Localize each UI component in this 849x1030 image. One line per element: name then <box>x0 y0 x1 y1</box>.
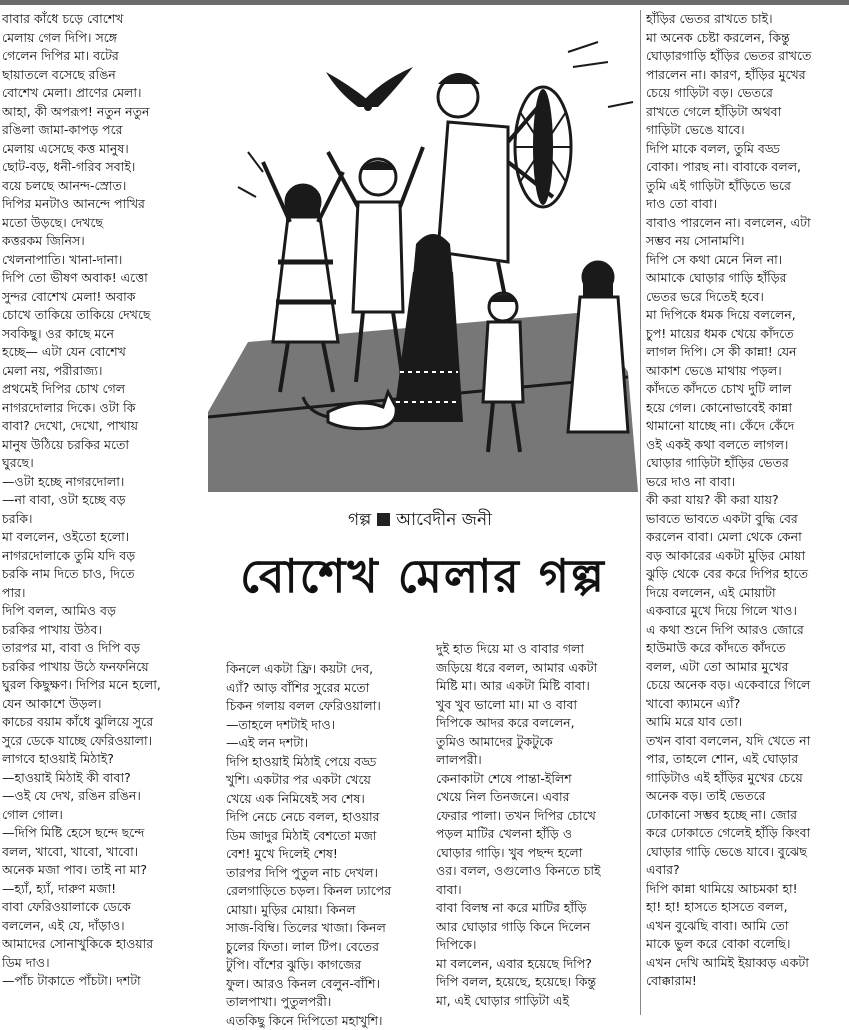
story-line: ভরে দাও না বাবা। <box>646 473 846 492</box>
story-line: সাজ-বিম্বি। তিলের খাজা। কিনল <box>226 919 426 938</box>
story-line: —পাঁচ টাকাতে পাঁচটা। দশটা <box>2 972 210 991</box>
story-line: করে ঢোকাতে গেলেই হাঁড়ি কিংবা <box>646 824 846 843</box>
story-line: ঝুড়ি থেকে বের করে দিপির হাতে <box>646 565 846 584</box>
story-line: এতকিছু কিনে দিপিতো মহাখুশি। <box>226 1012 426 1030</box>
story-line: ঘোড়ারগাড়ি হাঁড়ির ভেতর রাখতে <box>646 47 846 66</box>
story-line: মা দিপিকে ধমক দিয়ে বললেন, <box>646 306 846 325</box>
story-line: সুন্দর বোশেখ মেলা! অবাক <box>2 288 210 307</box>
story-line: এ্যাঁ? আড় বাঁশির সুরের মতো <box>226 679 426 698</box>
story-line: —ওই যে দেখ, রঙিন রঙিন। <box>2 787 210 806</box>
story-line: মা বললেন, এবার হয়েছে দিপি? <box>436 955 634 974</box>
story-line: এখন দেখি আমিই ইয়াব্বড় একটা <box>646 954 846 973</box>
story-line: গাড়িটা ভেঙে যাবে। <box>646 121 846 140</box>
story-line: তুমিও আমাদের টুকটুকে <box>436 733 634 752</box>
story-line: দিপি সে কথা মেনে নিল না। <box>646 251 846 270</box>
woman-in-sari-figure <box>393 234 463 422</box>
story-line: খাবো ক্যামনে এ্যাঁ? <box>646 695 846 714</box>
story-line: দিপিকে আদর করে বললেন, <box>436 714 634 733</box>
top-rule <box>0 0 849 5</box>
story-line: মেলায় এসেছে কত্ত মানুষ। <box>2 140 210 159</box>
story-line: মা বললেন, ওইতো হলো। <box>2 528 210 547</box>
story-line: ঘোড়ার গাড়ি ভেঙে যাবে। বুঝেছ <box>646 843 846 862</box>
story-line: পার, তাহলে শোন, এই ঘোড়ার <box>646 750 846 769</box>
black-square-icon <box>377 513 390 526</box>
story-line: গোল গোল। <box>2 806 210 825</box>
story-line: কাঁদতে কাঁদতে চোখ দুটি লাল <box>646 380 846 399</box>
story-line: রেলগাড়িতে চড়ল। কিনল ঢ্যাপের <box>226 882 426 901</box>
story-line: খুব খুব ভালো মা। মা ও বাবা <box>436 696 634 715</box>
story-line: মিষ্টি মা। আর একটা মিষ্টি বাবা। <box>436 677 634 696</box>
story-line: থামানো যাচ্ছে না। কেঁদে কেঁদে <box>646 417 846 436</box>
story-line: যেন আকাশে উড়ল। <box>2 695 210 714</box>
story-line: দিপি মাকে বলল, তুমি বড্ড <box>646 140 846 159</box>
story-line: অনেক মজা পাব। তাই না মা? <box>2 861 210 880</box>
story-line: —এই লন দশটা। <box>226 734 426 753</box>
story-line: রঙিলা জামা-কাপড় পরে <box>2 121 210 140</box>
fair-dancers-illustration <box>208 12 638 492</box>
story-line: ঘুরল কিছুক্ষণ। দিপির মনে হলো, <box>2 676 210 695</box>
story-line: ভেতর ভরে দিতেই হবে। <box>646 288 846 307</box>
byline-author: আবেদীন জনী <box>396 510 492 530</box>
story-line: বলল, এটা তো আমার মুখের <box>646 658 846 677</box>
story-column-2 <box>226 660 426 1030</box>
story-line: এবার? <box>646 861 846 880</box>
story-line: হচ্ছে— এটা যেন বোশেখ <box>2 343 210 362</box>
story-line: মা, এই ঘোড়ার গাড়িটা এই <box>436 992 634 1011</box>
story-line: খেলনাপাতি। খানা-দানা। <box>2 251 210 270</box>
story-line: দিপিকে। <box>436 936 634 955</box>
story-line: আহা, কী অপরূপ! নতুন নতুন <box>2 103 210 122</box>
story-line: সম্ভব নয় সোনামণি। <box>646 232 846 251</box>
story-line: অনেক বড়। তাই ভেতরে <box>646 787 846 806</box>
story-line: —হ্যাঁ, হ্যাঁ, দারুণ মজা! <box>2 880 210 899</box>
story-line: টুপি। বাঁশের ঝুড়ি। কাগজের <box>226 956 426 975</box>
story-line: তারপর দিপি পুতুল নাচ দেখল। <box>226 864 426 883</box>
story-line: আমাদের সোনাখুকিকে হাওয়ার <box>2 935 210 954</box>
story-line: —তাহলে দশটাই দাও। <box>226 716 426 735</box>
story-line: তখন বাবা বললেন, যদি খেতে না <box>646 732 846 751</box>
story-line: মেলা নয়, পরীরাজ্য। <box>2 362 210 381</box>
story-line: আমাকে ঘোড়ার গাড়ি হাঁড়ির <box>646 269 846 288</box>
story-line: পার। <box>2 584 210 603</box>
byline-genre: গল্প <box>348 510 371 530</box>
story-line: হাউমাউ করে কাঁদতে কাঁদতে <box>646 639 846 658</box>
story-line: ছোট-বড়, ধনী-গরিব সবাই। <box>2 158 210 177</box>
story-line: ফেরার পালা। তখন দিপির চোখে <box>436 807 634 826</box>
story-line: —না বাবা, ওটা হচ্ছে বড় <box>2 491 210 510</box>
story-line: জড়িয়ে ধরে বলল, আমার একটা <box>436 659 634 678</box>
story-line: কত্তরকম জিনিস। <box>2 232 210 251</box>
story-line: খেয়ে নিল তিনজনে। এবার <box>436 788 634 807</box>
story-line: ঘুরছে। <box>2 454 210 473</box>
story-line: আমি মরে যাব তো। <box>646 713 846 732</box>
story-line: চেয়ে গাড়িটা বড়। ভেতরে <box>646 84 846 103</box>
story-line: ফুল। আরও কিনল বেলুন-বাঁশি। <box>226 975 426 994</box>
story-column-4 <box>646 10 846 991</box>
story-line: প্রথমেই দিপির চোখ গেল <box>2 380 210 399</box>
story-line: ঢোকানো সম্ভব হচ্ছে না। জোর <box>646 806 846 825</box>
story-line: ছায়াতলে বসেছে রঙিন <box>2 66 210 85</box>
story-line: চুলের ফিতা। লাল টিপ। বেতের <box>226 938 426 957</box>
story-line: চরকির পাখায় উঠব। <box>2 621 210 640</box>
story-line: দিপির মনটাও আনন্দে পাখির <box>2 195 210 214</box>
story-line: ঘোড়ার গাড়িটা হাঁড়ির ভেতর <box>646 454 846 473</box>
story-line: মা অনেক চেষ্টা করলেন, কিন্তু <box>646 29 846 48</box>
bird-icon <box>326 67 413 111</box>
story-line: ভাবতে ভাবতে একটা বুদ্ধি বের <box>646 510 846 529</box>
story-line: পড়ল মাটির খেলনা হাঁড়ি ও <box>436 825 634 844</box>
story-line: কাচের বয়াম কাঁধে ঝুলিয়ে সুরে <box>2 713 210 732</box>
story-line: —ওটা হচ্ছে নাগরদোলা। <box>2 473 210 492</box>
story-line: পারলেন না। কারণ, হাঁড়ির মুখের <box>646 66 846 85</box>
story-line: দিয়ে বললেন, এই মোয়াটা <box>646 584 846 603</box>
story-line: বড় আকারের একটা মুড়ির মোয়া <box>646 547 846 566</box>
story-line: হা! হা! হাসতে হাসতে বলল, <box>646 898 846 917</box>
story-line: দিপি বলল, আমিও বড় <box>2 602 210 621</box>
story-line: হয়ে গেল। কোনোভাবেই কান্না <box>646 399 846 418</box>
story-byline <box>290 508 550 532</box>
story-line: এখন বুঝেছি বাবা। আমি তো <box>646 917 846 936</box>
story-line: দিপি নেচে নেচে বলল, হাওয়ার <box>226 808 426 827</box>
story-line: বয়ে চলছে আনন্দ-স্রোত। <box>2 177 210 196</box>
story-line: —দিপি মিষ্টি হেসে ছন্দে ছন্দে <box>2 824 210 843</box>
story-line: —হাওয়াই মিঠাই কী বাবা? <box>2 769 210 788</box>
story-line: চরকি নাম দিতে চাও, দিতে <box>2 565 210 584</box>
story-title: বোশেখ মেলার গল্প <box>208 546 638 606</box>
story-line: কেনাকাটা শেষে পান্তা-ইলিশ <box>436 770 634 789</box>
story-line: বাবা? দেখো, দেখো, পাখায় <box>2 417 210 436</box>
story-line: বাবা ফেরিওয়ালাকে ডেকে <box>2 898 210 917</box>
story-line: বাবা। <box>436 881 634 900</box>
story-line: বললেন, এই যে, দাঁড়াও। <box>2 917 210 936</box>
story-line: মানুষ উঠিয়ে চরকির মতো <box>2 436 210 455</box>
story-line: দিপি বলল, হয়েছে, হয়েছে। কিন্তু <box>436 973 634 992</box>
story-line: আর ঘোড়ার গাড়ি কিনে দিলেন <box>436 918 634 937</box>
story-line: বাবা বিলম্ব না করে মাটির হাঁড়ি <box>436 899 634 918</box>
story-line: চরকির পাখায় উঠে ফনফনিয়ে <box>2 658 210 677</box>
story-line: দিপি তো ভীষণ অবাক! এত্তো <box>2 269 210 288</box>
story-line: চরকি। <box>2 510 210 529</box>
story-line: এ কথা শুনে দিপি আরও জোরে <box>646 621 846 640</box>
story-line: তুমি এই গাড়িটা হাঁড়িতে ভরে <box>646 177 846 196</box>
story-line: ডিম দাও। <box>2 954 210 973</box>
story-line: বোশেখ মেলা। প্রাণের মেলা। <box>2 84 210 103</box>
story-line: লালপরী। <box>436 751 634 770</box>
story-line: কিনলে একটা ফ্রি। কয়টা দেব, <box>226 660 426 679</box>
story-column-3 <box>436 640 634 1010</box>
story-line: চোখে তাকিয়ে তাকিয়ে দেখছে <box>2 306 210 325</box>
story-line: দিপি কান্না থামিয়ে আচমকা হা! <box>646 880 846 899</box>
story-line: সবকিছু। ওর কাছে মনে <box>2 325 210 344</box>
story-line: হাঁড়ির ভেতর রাখতে চাই। <box>646 10 846 29</box>
story-line: দুই হাত দিয়ে মা ও বাবার গলা <box>436 640 634 659</box>
story-line: বাবার কাঁধে চড়ে বোশেখ <box>2 10 210 29</box>
story-line: ওর। বলল, ওগুলোও কিনতে চাই <box>436 862 634 881</box>
story-line: নাগরদোলাকে তুমি যদি বড় <box>2 547 210 566</box>
story-line: বাবাও পারলেন না। বললেন, এটা <box>646 214 846 233</box>
story-line: বেশ! মুখে দিলেই শেষ! <box>226 845 426 864</box>
story-line: লাগবে হাওয়াই মিঠাই? <box>2 750 210 769</box>
column-divider <box>640 10 641 1015</box>
story-line: একবারে মুখে দিয়ে গিলে খাও। <box>646 602 846 621</box>
story-column-1 <box>2 10 210 991</box>
woman-right-figure <box>568 261 628 432</box>
story-line: চিকন গলায় বলল ফেরিওয়ালা। <box>226 697 426 716</box>
story-line: ঘোড়ার গাড়ি। খুব পছন্দ হলো <box>436 844 634 863</box>
story-line: গেলেন দিপির মা। বটের <box>2 47 210 66</box>
story-line: খেয়ে এক নিমিষেই সব শেষ। <box>226 790 426 809</box>
story-line: ডিম জাদুর মিঠাই বেশতো মজা <box>226 827 426 846</box>
story-line: আকাশ ভেঙে মাথায় পড়ল। <box>646 362 846 381</box>
story-line: মাকে ভুল করে বোকা বলেছি। <box>646 935 846 954</box>
story-line: ওই একই কথা বলতে লাগল। <box>646 436 846 455</box>
story-line: রাখতে গেলে হাঁড়িটা অথবা <box>646 103 846 122</box>
story-line: তারপর মা, বাবা ও দিপি বড় <box>2 639 210 658</box>
story-line: লাগল দিপি। সে কী কান্না! যেন <box>646 343 846 362</box>
story-line: কী করা যায়? কী করা যায়? <box>646 491 846 510</box>
story-line: খুশি। একটার পর একটা খেয়ে <box>226 771 426 790</box>
story-line: চুপ! মায়ের ধমক খেয়ে কাঁদতে <box>646 325 846 344</box>
story-line: মোয়া। মুড়ির মোয়া। কিনল <box>226 901 426 920</box>
story-line: দাও তো বাবা। <box>646 195 846 214</box>
story-line: বলল, খাবো, খাবো, খাবো। <box>2 843 210 862</box>
story-line: বোকা। পারছ না। বাবাকে বলল, <box>646 158 846 177</box>
story-line: তালপাখা। পুতুলপরী। <box>226 993 426 1012</box>
story-line: মতো উড়ছে। দেখছে <box>2 214 210 233</box>
story-line: দিপি হাওয়াই মিঠাই পেয়ে বড্ড <box>226 753 426 772</box>
story-line: চেয়ে অনেক বড়। একেবারে গিলে <box>646 676 846 695</box>
story-line: করলেন বাবা। মেলা থেকে কেনা <box>646 528 846 547</box>
story-line: মেলায় গেল দিপি। সঙ্গে <box>2 29 210 48</box>
story-line: নাগরদোলার দিকে। ওটা কি <box>2 399 210 418</box>
story-line: গাড়িটাও এই হাঁড়ির মুখের চেয়ে <box>646 769 846 788</box>
story-line: সুরে ডেকে যাচ্ছে ফেরিওয়ালা। <box>2 732 210 751</box>
story-line: বোক্কারাম! <box>646 972 846 991</box>
